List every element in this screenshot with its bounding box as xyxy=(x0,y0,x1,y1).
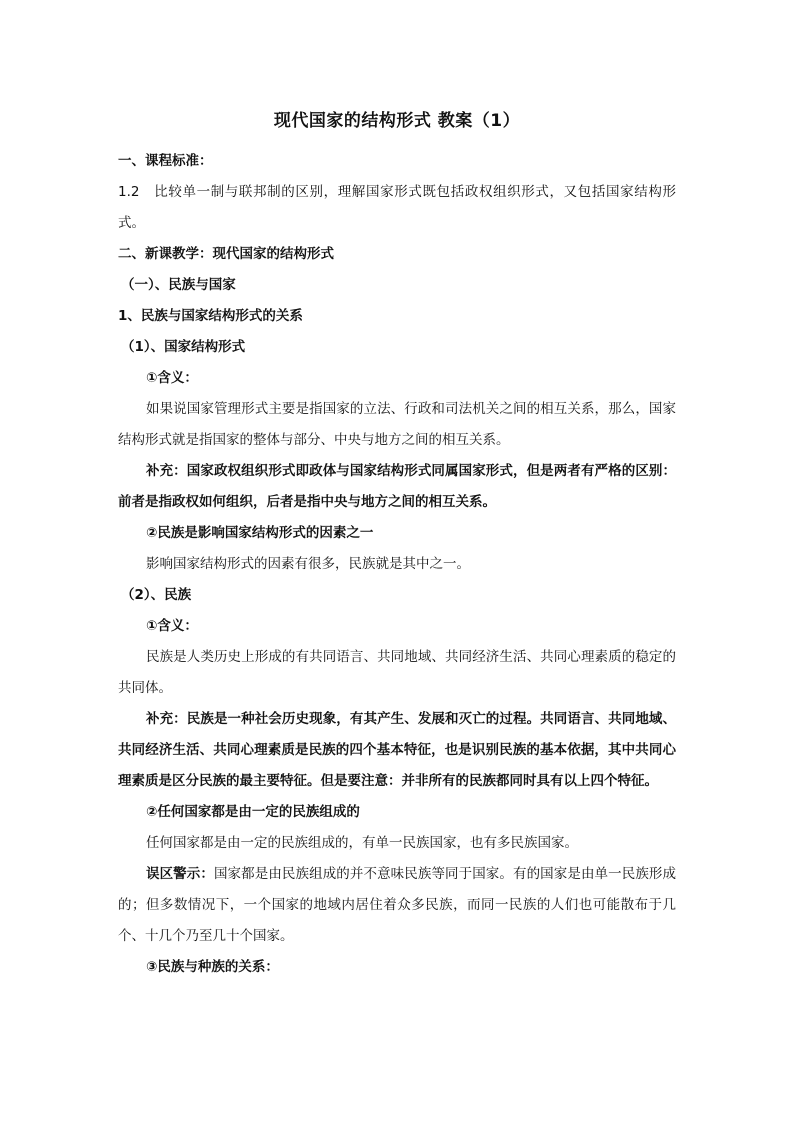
section-heading-new-lesson: 二、新课教学：现代国家的结构形式 xyxy=(118,246,334,262)
meaning-text-2: 民族是人类历史上形成的有共同语言、共同地域、共同经济生活、共同心理素质的稳定的共同体。 xyxy=(118,649,676,696)
misconception-warning xyxy=(118,859,676,952)
factor-label: ②民族是影响国家结构形式的因素之一 xyxy=(146,525,374,541)
item-heading-state-structure: （1）、国家结构形式 xyxy=(121,339,246,355)
supplement-2: 补充：民族是一种社会历史现象，有其产生、发展和灭亡的过程。共同语言、共同地域、共同经济生活、共同心理素质是民族的四个基本特征，也是识别民族的基本依据，其中共同心理素质是区分民族的最主要特征。但是要注意：并非所有的民族都同时具有以上四个特征。 xyxy=(118,711,676,789)
factor-text: 影响国家结构形式的因素有很多，民族就是其中之一。 xyxy=(146,556,470,572)
item-heading-nation: （2）、民族 xyxy=(121,587,192,603)
supplement-1: 补充：国家政权组织形式即政体与国家结构形式同属国家形式，但是两者有严格的区别：前者是指政权如何组织，后者是指中央与地方之间的相互关系。 xyxy=(118,463,676,510)
part-heading-nation-state: （一）、民族与国家 xyxy=(121,277,236,293)
warning-text: 国家都是由民族组成的并不意味民族等同于国家。有的国家是由单一民族形成的；但多数情况下，一个国家的地域内居住着众多民族，而同一民族的人们也可能散布于几个、十几个乃至几十个国家。 xyxy=(118,866,677,944)
curriculum-standard-text: 1.2 比较单一制与联邦制的区别，理解国家形式既包括政权组织形式，又包括国家结构形式。 xyxy=(118,184,676,231)
page-title: 现代国家的结构形式 教案（1） xyxy=(273,111,521,131)
meaning-text-1: 如果说国家管理形式主要是指国家的立法、行政和司法机关之间的相互关系，那么，国家结构形式就是指国家的整体与部分、中央与地方之间的相互关系。 xyxy=(118,401,676,448)
meaning-label-2: ①含义： xyxy=(146,618,198,634)
any-state-text: 任何国家都是由一定的民族组成的，有单一民族国家，也有多民族国家。 xyxy=(146,835,578,851)
section-heading-curriculum: 一、课程标准： xyxy=(118,153,213,169)
meaning-label-1: ①含义： xyxy=(146,370,198,386)
document-body xyxy=(118,146,676,983)
subsection-heading-relation: 1、民族与国家结构形式的关系 xyxy=(118,308,303,324)
any-state-label: ②任何国家都是由一定的民族组成的 xyxy=(146,804,360,820)
relation-label: ③民族与种族的关系： xyxy=(146,959,279,975)
warning-label: 误区警示： xyxy=(146,866,214,882)
